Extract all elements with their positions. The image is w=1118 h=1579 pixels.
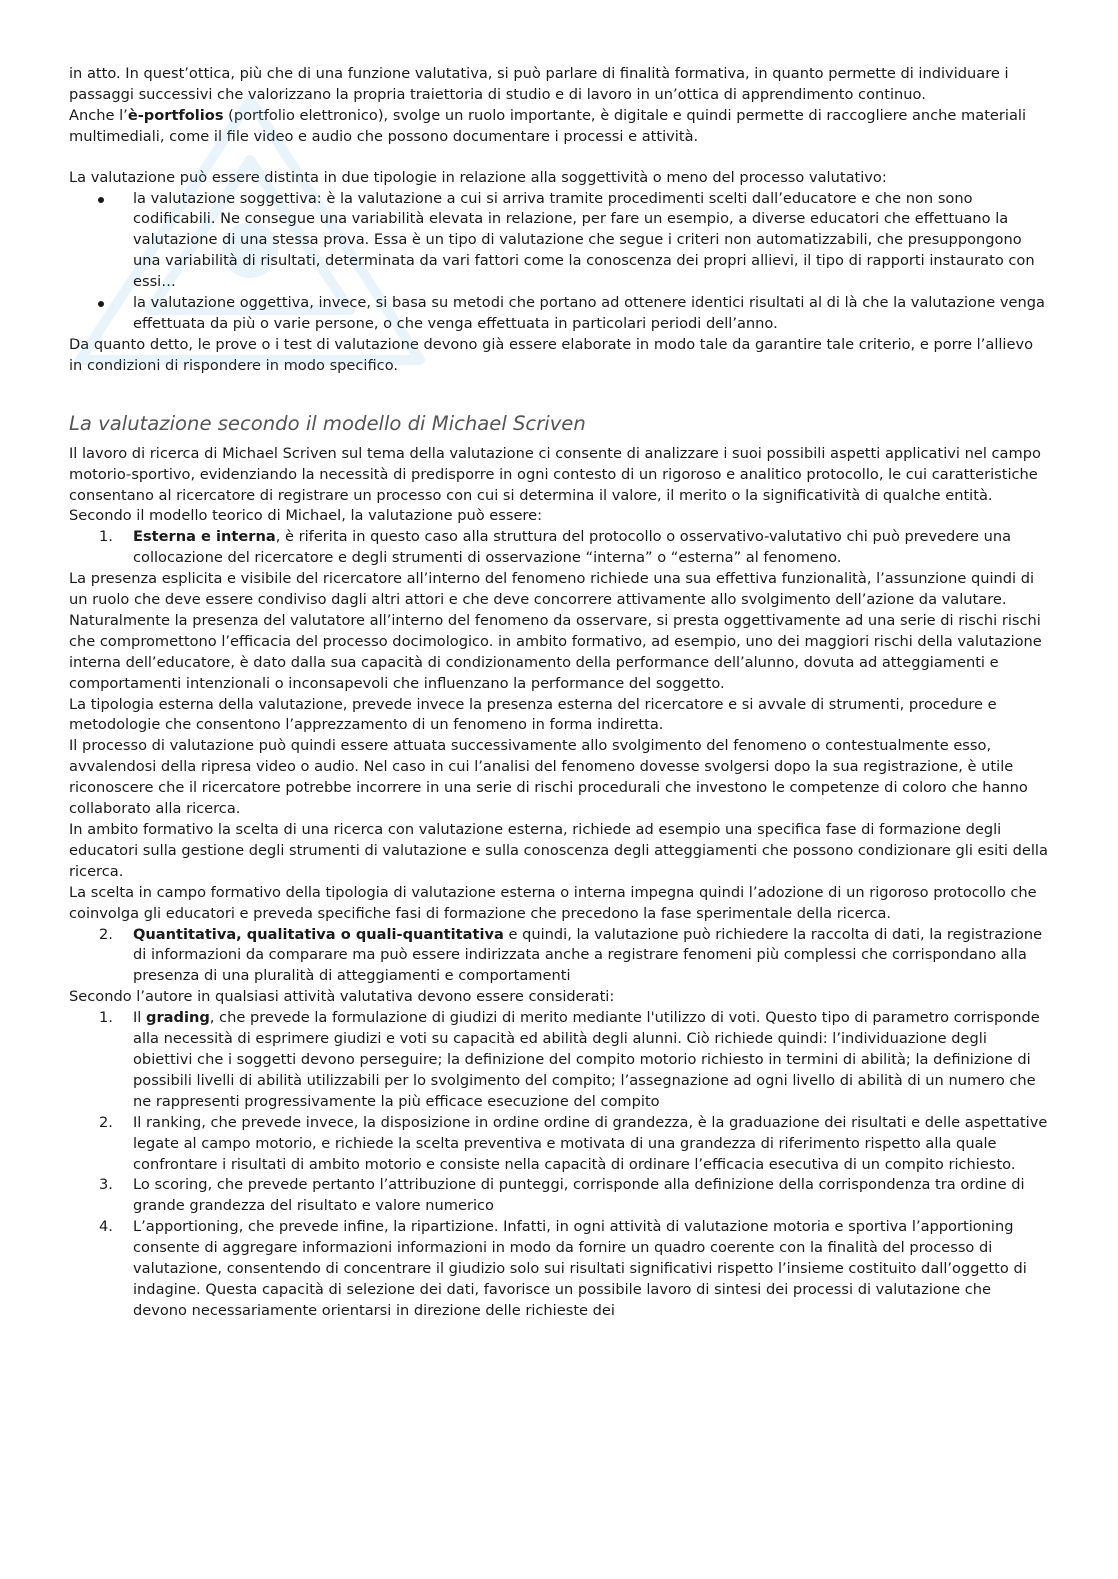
scriven-paragraph: Il lavoro di ricerca di Michael Scriven sul tema della valutazione ci consente di analizzare i suoi possibili aspetti applicativi nel campo motorio-sportivo, evidenziando la necessità di predisporre in ogni contesto di un rigoroso e analitico protocollo, le cui caratteristiche consentano al ricercatore di registrare un processo con cui si determina il valore, il merito o la significatività di qualche entità. — [69, 444, 1041, 504]
section-heading: La valutazione secondo il modello di Michael Scriven — [69, 411, 586, 435]
model-intro-paragraph: Secondo il modello teorico di Michael, la valutazione può essere: — [69, 507, 543, 525]
list-item: 1. Il grading, che prevede la formulazione di giudizi di merito mediante l'utilizzo di voti. Questo tipo di parametro corrisponde alla necessità di esprimere giudizi e voti su capacità ed abilità degli alunni. Ciò richiede quindi: l’individuazione degli obiettivi che i soggetti devono perseguire; la definizione del compito motorio richiesto in termini di abilità; la definizione di possibili livelli di abilità utilizzabili per lo svolgimento del compito; l’assegnazione ad ogni livello di abilità di un numero che ne rappresenti progressivamente la più efficace esecuzione del compito — [99, 1009, 1040, 1110]
types-list — [69, 189, 1048, 335]
model-list-2 — [69, 925, 1048, 988]
criteria-list — [69, 1008, 1048, 1322]
eportfolio-term: è-portfolios — [127, 106, 224, 124]
list-item: 3. Lo scoring, che prevede pertanto l’attribuzione di punteggi, corrisponde alla definizione della corrispondenza tra ordine di grande grandezza del risultato e valore numerico — [99, 1176, 1025, 1215]
body-paragraph: Il processo di valutazione può quindi essere attuata successivamente allo svolgimento del fenomeno o contestualmente esso, avvalendosi della ripresa video o audio. Nel caso in cui l’analisi del fenomeno dovesse svolgersi dopo la sua registrazione, è utile riconoscere che il ricercatore potrebbe incorrere in una serie di rischi procedurali che investono le competenze di coloro che hanno collaborato alla ricerca. — [69, 737, 1028, 818]
criteria-paragraph: Da quanto detto, le prove o i test di valutazione devono già essere elaborate in modo tale da garantire tale criterio, e porre l’allievo in condizioni di rispondere in modo specifico. — [69, 335, 1034, 374]
body-paragraph: La tipologia esterna della valutazione, prevede invece la presenza esterna del ricercatore e si avvale di strumenti, procedure e metodologie che consentono l’apprezzamento di un fenomeno in forma indiretta. — [69, 695, 997, 734]
eportfolio-paragraph: Anche l’è-portfolios (portfolio elettronico), svolge un ruolo importante, è digitale e quindi permette di raccogliere anche materiali multimediali, come il file video e audio che possono documentare i processi e attività. — [69, 106, 1027, 145]
list-item: 2. Il ranking, che prevede invece, la disposizione in ordine ordine di grandezza, è la graduazione dei risultati e delle aspettative legate al campo motorio, e richiede la scelta preventiva e motivata di una grandezza di riferimento rispetto alla quale confrontare i risultati di ambito motorio e consiste nella capacità di ordinare l’efficacia esecutiva di un compito richiesto. — [99, 1113, 1048, 1173]
grading-term: grading — [146, 1009, 210, 1027]
body-paragraph: La presenza esplicita e visibile del ricercatore all’interno del fenomeno richiede una sua effettiva funzionalità, l’assunzione quindi di un ruolo che deve essere condiviso dagli altri attori e che deve concorrere attivamente allo svolgimento dell’azione da valutare. Naturalmente la presenza del valutatore all’interno del fenomeno da osservare, si presta oggettivamente ad una serie di rischi rischi che compromettono l’efficacia del processo docimologico. in ambito formativo, ad esempio, uno dei maggiori rischi della valutazione interna dell’educatore, è dato dalla sua capacità di condizionamento della performance dell’alunno, dovuta ad atteggiamenti e comportamenti intenzionali o inconsapevoli che influenzano la performance del soggetto. — [69, 570, 1042, 692]
list-item: 2. Quantitativa, qualitativa o quali-quantitativa e quindi, la valutazione può richiedere la raccolta di dati, la registrazione di informazioni da comparare ma può essere indirizzata anche a registrare fenomeni più complessi che corrispondano alla presenza di una pluralità di atteggiamenti e comportamenti — [99, 925, 1043, 985]
list-item: 1. Esterna e interna, è riferita in questo caso alla struttura del protocollo o osservativo-valutativo chi può prevedere una collocazione del ricercatore e degli strumenti di osservazione “interna” o “esterna” al fenomeno. — [99, 528, 1012, 567]
body-paragraph: La scelta in campo formativo della tipologia di valutazione esterna o interna impegna quindi l’adozione di un rigoroso protocollo che coinvolga gli educatori e preveda specifiche fasi di formazione che precedono la fase sperimentale della ricerca. — [69, 883, 1037, 922]
body-paragraph: In ambito formativo la scelta di una ricerca con valutazione esterna, richiede ad esempio una specifica fase di formazione degli educatori sulla gestione degli strumenti di valutazione e sulla conoscenza degli atteggiamenti che possono condizionare gli esiti della ricerca. — [69, 821, 1048, 880]
intro-paragraph: in atto. In quest’ottica, più che di una funzione valutativa, si può parlare di finalità formativa, in quanto permette di individuare i passaggi successivi che valorizzano la propria traiettoria di studio e di lavoro in un’ottica di apprendimento continuo. — [69, 65, 1009, 103]
types-intro-paragraph: La valutazione può essere distinta in due tipologie in relazione alla soggettività o meno del processo valutativo: — [69, 168, 887, 186]
criteria-intro-paragraph: Secondo l’autore in qualsiasi attività valutativa devono essere considerati: — [69, 988, 615, 1006]
model-list-1 — [69, 527, 1048, 569]
list-item: la valutazione oggettiva, invece, si basa su metodi che portano ad ottenere identici risultati al di là che la valutazione venga effettuata da più o varie persone, o che venga effettuata in particolari periodi dell’anno. — [133, 293, 1048, 335]
list-item: la valutazione soggettiva: è la valutazione a cui si arriva tramite procedimenti scelti dall’educatore e che non sono codificabili. Ne consegue una variabilità elevata in relazione, per fare un esempio, a diverse educatori che effettuano la valutazione di una stessa prova. Essa è un tipo di valutazione che segue i criteri non automatizzabili, che presuppongono una variabilità di risultati, determinata da vari fattori come la conoscenza dei propri allievi, il tipo di rapporti instaurato con essi… — [133, 189, 1048, 294]
list-item: 4. L’apportioning, che prevede infine, la ripartizione. Infatti, in ogni attività di valutazione motoria e sportiva l’apportioning consente di aggregare informazioni informazioni in modo da fornire un quadro coerente con la finalità del processo di valutazione, consentendo di concentrare il giudizio solo sui risultati significativi rispetto l’insieme costituito dall’oggetto di indagine. Questa capacità di selezione dei dati, favorisce un possibile lavoro di sintesi dei processi di valutazione che devono necessariamente orientarsi in direzione delle richieste dei — [99, 1218, 1027, 1319]
